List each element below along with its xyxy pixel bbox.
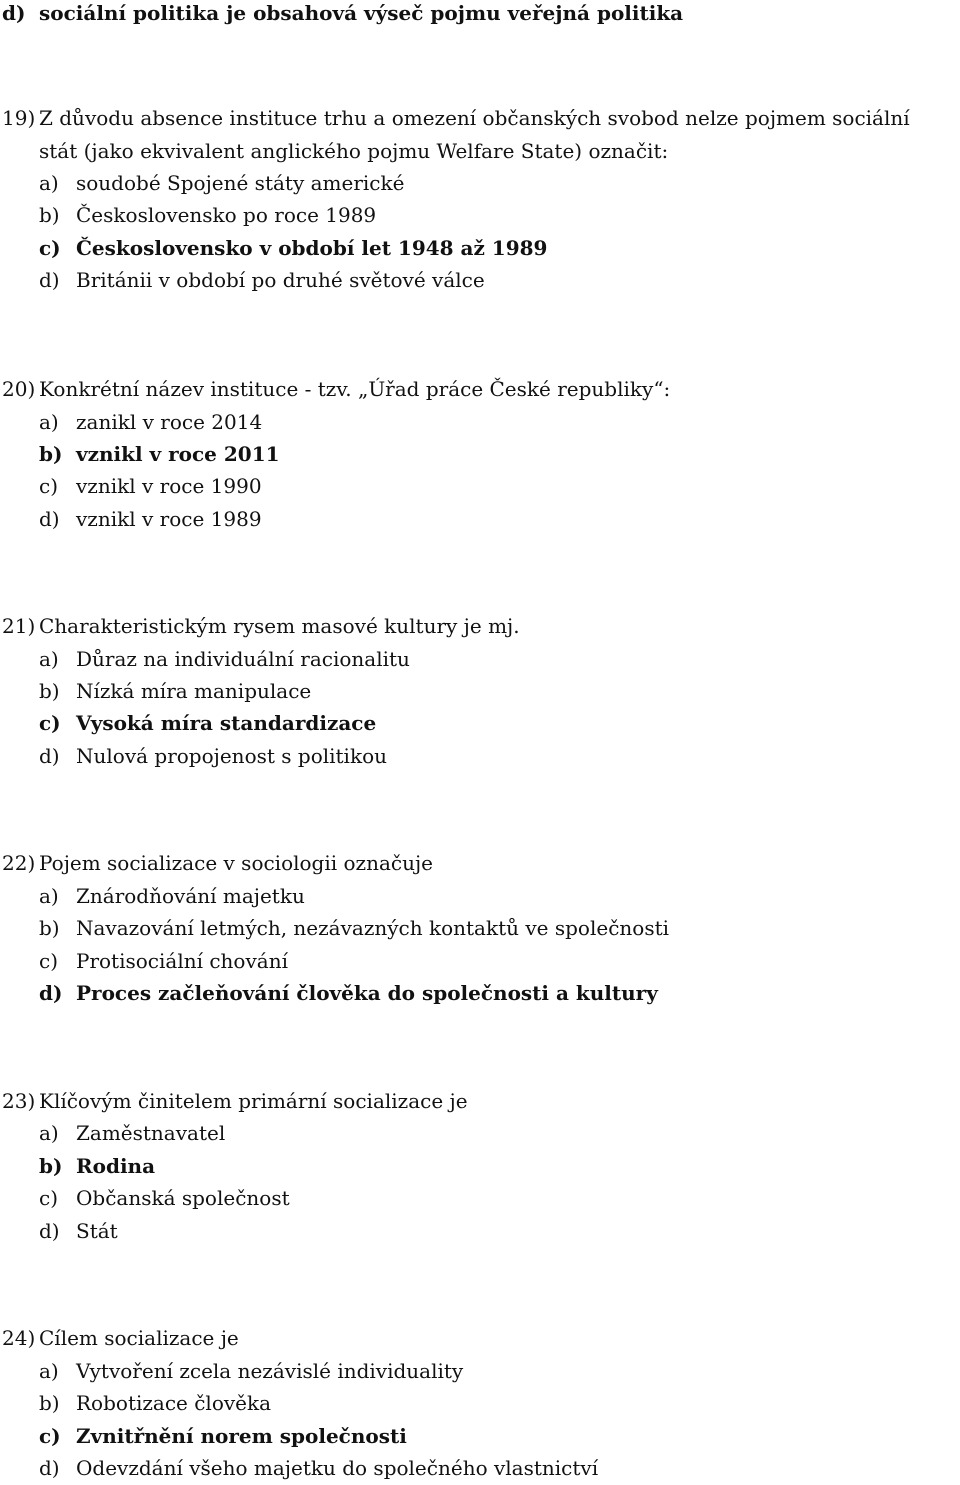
option-23-a — [39, 1120, 225, 1146]
option-letter: a) — [39, 647, 59, 671]
option-text: Zvnitřnění norem společnosti — [76, 1424, 407, 1448]
option-text: soudobé Spojené státy americké — [76, 171, 405, 195]
option-letter: c) — [39, 949, 59, 973]
question-22-stem — [2, 850, 433, 876]
option-text: Nulová propojenost s politikou — [76, 744, 387, 768]
option-24-d — [39, 1455, 598, 1481]
question-text: Konkrétní název instituce - tzv. „Úřad práce České republiky“: — [39, 377, 671, 401]
option-21-c-correct — [39, 710, 376, 736]
option-text: Vytvoření zcela nezávislé individuality — [76, 1359, 464, 1383]
option-letter: d) — [2, 1, 26, 25]
header-line — [2, 0, 683, 26]
option-19-b — [39, 202, 376, 228]
option-letter: a) — [39, 1121, 59, 1145]
option-22-c — [39, 948, 288, 974]
option-text: Československo po roce 1989 — [76, 203, 377, 227]
option-letter: c) — [39, 474, 59, 498]
option-letter: b) — [39, 916, 60, 940]
option-19-c-correct — [39, 235, 547, 261]
option-text: Občanská společnost — [76, 1186, 290, 1210]
option-letter: b) — [39, 1154, 63, 1178]
option-24-c-correct — [39, 1423, 407, 1449]
question-19-stem-continuation — [39, 138, 668, 164]
option-letter: d) — [39, 1456, 60, 1480]
option-19-a — [39, 170, 404, 196]
option-letter: d) — [39, 981, 63, 1005]
option-text: vznikl v roce 1989 — [76, 507, 262, 531]
option-text: Stát — [76, 1219, 118, 1243]
option-20-b-correct — [39, 441, 280, 467]
option-21-d — [39, 743, 387, 769]
option-text: Protisociální chování — [76, 949, 288, 973]
option-text: Británii v období po druhé světové válce — [76, 268, 485, 292]
question-number: 24) — [2, 1326, 36, 1350]
option-text: Československo v období let 1948 až 1989 — [76, 236, 548, 260]
option-text: Zaměstnavatel — [76, 1121, 226, 1145]
question-text: Z důvodu absence instituce trhu a omezení občanských svobod nelze pojmem sociální — [39, 106, 910, 130]
option-24-b — [39, 1390, 271, 1416]
option-text: Odevzdání všeho majetku do společného vlastnictví — [76, 1456, 599, 1480]
option-letter: d) — [39, 507, 60, 531]
question-number: 21) — [2, 614, 36, 638]
option-letter: a) — [39, 410, 59, 434]
option-22-a — [39, 883, 305, 909]
option-23-b-correct — [39, 1153, 155, 1179]
question-number: 22) — [2, 851, 36, 875]
question-text: stát (jako ekvivalent anglického pojmu Welfare State) označit: — [39, 139, 669, 163]
option-21-b — [39, 678, 311, 704]
option-text: vznikl v roce 2011 — [76, 442, 280, 466]
option-text: Rodina — [76, 1154, 156, 1178]
option-text: Proces začleňování člověka do společnosti a kultury — [76, 981, 658, 1005]
option-text: Znárodňování majetku — [76, 884, 305, 908]
option-letter: c) — [39, 236, 61, 260]
option-letter: a) — [39, 1359, 59, 1383]
option-letter: d) — [39, 744, 60, 768]
option-24-a — [39, 1358, 463, 1384]
option-text: Navazování letmých, nezávazných kontaktů ve společnosti — [76, 916, 670, 940]
option-letter: a) — [39, 171, 59, 195]
option-letter: b) — [39, 679, 60, 703]
option-23-c — [39, 1185, 290, 1211]
option-letter: c) — [39, 1186, 59, 1210]
option-text: vznikl v roce 1990 — [76, 474, 262, 498]
option-22-b — [39, 915, 669, 941]
option-letter: c) — [39, 711, 61, 735]
question-19-stem — [2, 105, 910, 131]
option-letter: b) — [39, 1391, 60, 1415]
question-text: Pojem socializace v sociologii označuje — [39, 851, 434, 875]
option-23-d — [39, 1218, 118, 1244]
question-23-stem — [2, 1088, 468, 1114]
option-letter: d) — [39, 268, 60, 292]
option-text: zanikl v roce 2014 — [76, 410, 263, 434]
option-21-a — [39, 646, 410, 672]
option-letter: b) — [39, 442, 63, 466]
option-22-d-correct — [39, 980, 658, 1006]
option-text: sociální politika je obsahová výseč pojmu veřejná politika — [39, 1, 684, 25]
option-text: Robotizace člověka — [76, 1391, 272, 1415]
question-text: Charakteristickým rysem masové kultury je mj. — [39, 614, 520, 638]
question-number: 19) — [2, 106, 36, 130]
option-text: Vysoká míra standardizace — [76, 711, 377, 735]
option-letter: d) — [39, 1219, 60, 1243]
question-number: 20) — [2, 377, 36, 401]
question-text: Klíčovým činitelem primární socializace je — [39, 1089, 468, 1113]
option-19-d — [39, 267, 485, 293]
option-20-a — [39, 409, 262, 435]
option-text: Důraz na individuální racionalitu — [76, 647, 410, 671]
question-20-stem — [2, 376, 670, 402]
question-number: 23) — [2, 1089, 36, 1113]
option-20-d — [39, 506, 262, 532]
option-text: Nízká míra manipulace — [76, 679, 312, 703]
option-letter: a) — [39, 884, 59, 908]
option-20-c — [39, 473, 262, 499]
option-letter: c) — [39, 1424, 61, 1448]
option-letter: b) — [39, 203, 60, 227]
question-text: Cílem socializace je — [39, 1326, 239, 1350]
question-21-stem — [2, 613, 520, 639]
question-24-stem — [2, 1325, 239, 1351]
